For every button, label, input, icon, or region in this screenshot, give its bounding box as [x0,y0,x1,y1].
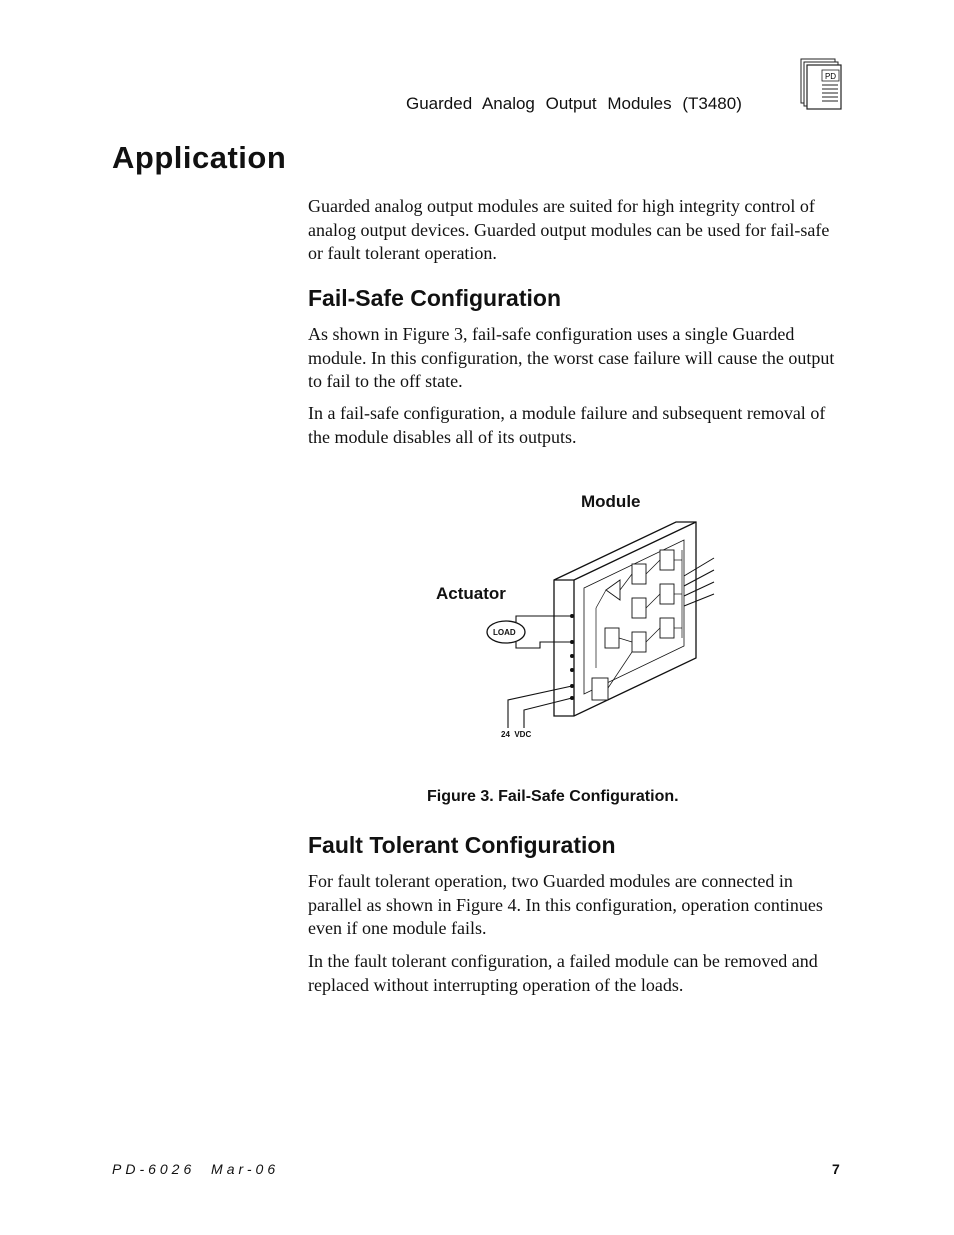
figure-label-module: Module [581,492,641,511]
intro-paragraph: Guarded analog output modules are suited for high integrity control of analog output devices. Guarded output modules can be used for fail-safe or fault tolerant operation. [308,196,830,263]
pd-icon-label: PD [824,72,837,81]
figure-label-supply: 24 VDC [501,730,532,739]
load-wire-top [516,616,572,622]
fault-tolerant-paragraph-1: For fault tolerant operation, two Guarded modules are connected in parallel as shown in Figure 4. In this configuration, operation continues even if one module fails. [308,871,823,938]
page-title: Application [112,140,287,175]
figure-caption: Figure 3. Fail-Safe Configuration. [427,788,679,805]
load-wire-bottom [516,642,572,648]
figure-label-load: LOAD [493,628,516,637]
fail-safe-configuration-diagram [420,488,730,748]
figure-label-actuator: Actuator [436,584,506,603]
fault-tolerant-heading: Fault Tolerant Configuration [308,832,616,858]
document-stack-icon [800,58,842,112]
module-outline [554,522,696,716]
supply-wire-negative [524,698,572,714]
fail-safe-heading: Fail-Safe Configuration [308,285,561,311]
module-circuit-blocks [592,550,674,700]
footer-document-id: PD-6026 Mar-06 [112,1161,280,1177]
fail-safe-paragraph-2: In a fail-safe configuration, a module failure and subsequent removal of the module disables all of its outputs. [308,403,826,447]
supply-wire-positive [508,686,572,706]
fail-safe-paragraph-1: As shown in Figure 3, fail-safe configuration uses a single Guarded module. In this configuration, the worst case failure will cause the output to fail to the off state. [308,324,835,391]
footer-page-number: 7 [832,1161,840,1177]
fault-tolerant-paragraph-2: In the fault tolerant configuration, a failed module can be removed and replaced without interrupting operation of the loads. [308,951,818,995]
running-header-title: Guarded Analog Output Modules (T3480) [406,94,742,113]
